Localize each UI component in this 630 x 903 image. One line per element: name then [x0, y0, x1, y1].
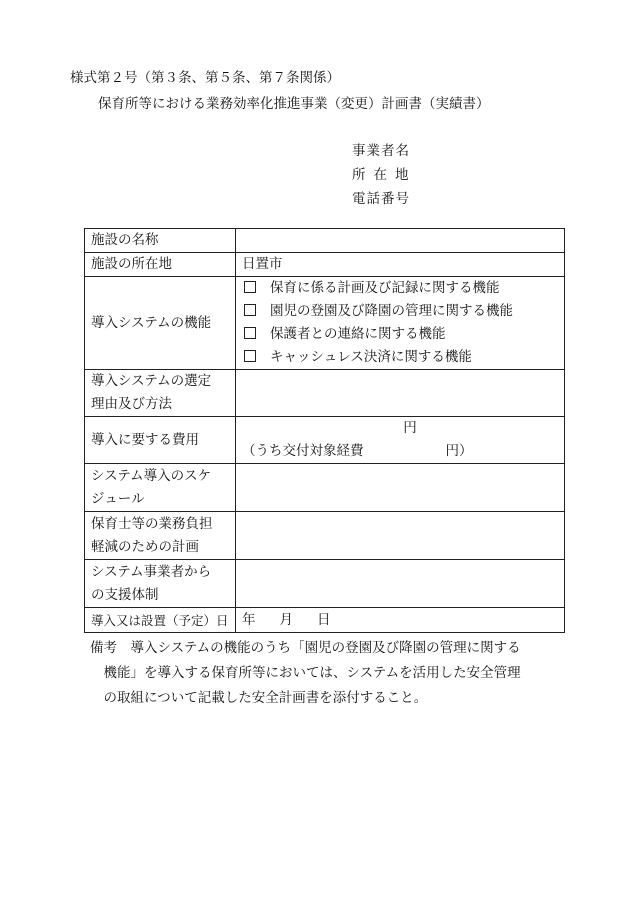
row-workload-plan — [85, 512, 565, 560]
facility-address-label: 施設の所在地 — [85, 253, 236, 277]
function-option-label: 保育に係る計画及び記録に関する機能 — [270, 280, 500, 296]
applicant-name-label: 事業者名 — [352, 143, 410, 159]
date-day: 日 — [317, 611, 331, 628]
facility-address-value[interactable]: 日置市 — [236, 253, 565, 277]
row-cost — [85, 417, 565, 464]
document-title: 保育所等における業務効率化推進事業（変更）計画書（実績書） — [98, 96, 490, 112]
applicant-address-label: 所在地 — [352, 167, 417, 183]
cost-label: 導入に要する費用 — [85, 417, 236, 464]
row-selection-reason — [85, 370, 565, 417]
schedule-label-line1: システム導入のスケ — [91, 467, 212, 484]
function-option[interactable] — [242, 277, 558, 300]
cost-subsidy-close: 円） — [445, 443, 473, 459]
function-option-label: 保護者との連絡に関する機能 — [270, 326, 446, 342]
schedule-label-line2: ジュール — [91, 490, 145, 507]
selection-reason-label-line1: 導入システムの選定 — [91, 373, 212, 389]
checkbox-icon[interactable] — [244, 304, 256, 316]
workload-plan-label — [85, 512, 236, 560]
row-schedule — [85, 464, 565, 512]
system-function-label: 導入システムの機能 — [85, 277, 236, 370]
row-facility-name — [85, 229, 565, 253]
cost-subsidy-open: （うち交付対象経費 — [242, 443, 364, 459]
system-function-options — [236, 277, 565, 370]
install-date-label: 導入又は設置（予定）日 — [85, 608, 236, 633]
remarks-line3: の取組について記載した安全計画書を添付すること。 — [90, 690, 428, 706]
date-year: 年 — [242, 611, 256, 628]
function-option-label: キャッシュレス決済に関する機能 — [270, 349, 472, 365]
plan-form-table — [84, 228, 565, 633]
cost-yen-unit: 円 — [403, 420, 417, 436]
support-label-line1: システム事業者から — [91, 563, 212, 580]
function-option[interactable] — [242, 323, 558, 346]
date-month: 月 — [279, 611, 293, 628]
function-option-label: 園児の登園及び降園の管理に関する機能 — [270, 303, 513, 319]
selection-reason-value[interactable] — [236, 370, 565, 417]
checkbox-icon[interactable] — [244, 350, 256, 362]
function-option[interactable] — [242, 300, 558, 323]
cost-value[interactable] — [236, 417, 565, 464]
workload-plan-label-line1: 保育士等の業務負担 — [91, 515, 213, 532]
selection-reason-label — [85, 370, 236, 417]
schedule-value[interactable] — [236, 464, 565, 512]
support-label-line2: の支援体制 — [91, 586, 159, 603]
cost-subsidy-line — [242, 440, 558, 463]
support-label — [85, 560, 236, 608]
row-install-date — [85, 608, 565, 633]
function-option[interactable] — [242, 346, 558, 369]
workload-plan-label-line2: 軽減のための計画 — [91, 538, 199, 555]
row-system-function — [85, 277, 565, 370]
install-date-value[interactable] — [236, 608, 565, 633]
remarks-line2: 機能」を導入する保育所等においては、システムを活用した安全管理 — [90, 665, 521, 681]
facility-name-value[interactable] — [236, 229, 565, 253]
row-support — [85, 560, 565, 608]
checkbox-icon[interactable] — [244, 281, 256, 293]
selection-reason-label-line2: 理由及び方法 — [91, 396, 172, 412]
workload-plan-value[interactable] — [236, 512, 565, 560]
checkbox-icon[interactable] — [244, 327, 256, 339]
facility-name-label: 施設の名称 — [85, 229, 236, 253]
row-facility-address — [85, 253, 565, 277]
applicant-phone-label: 電話番号 — [352, 191, 410, 207]
remarks — [90, 636, 570, 711]
remarks-line1: 備考 導入システムの機能のうち「園児の登園及び降園の管理に関する — [90, 640, 521, 656]
schedule-label — [85, 464, 236, 512]
support-value[interactable] — [236, 560, 565, 608]
form-number: 様式第２号（第３条、第５条、第７条関係） — [70, 70, 340, 86]
